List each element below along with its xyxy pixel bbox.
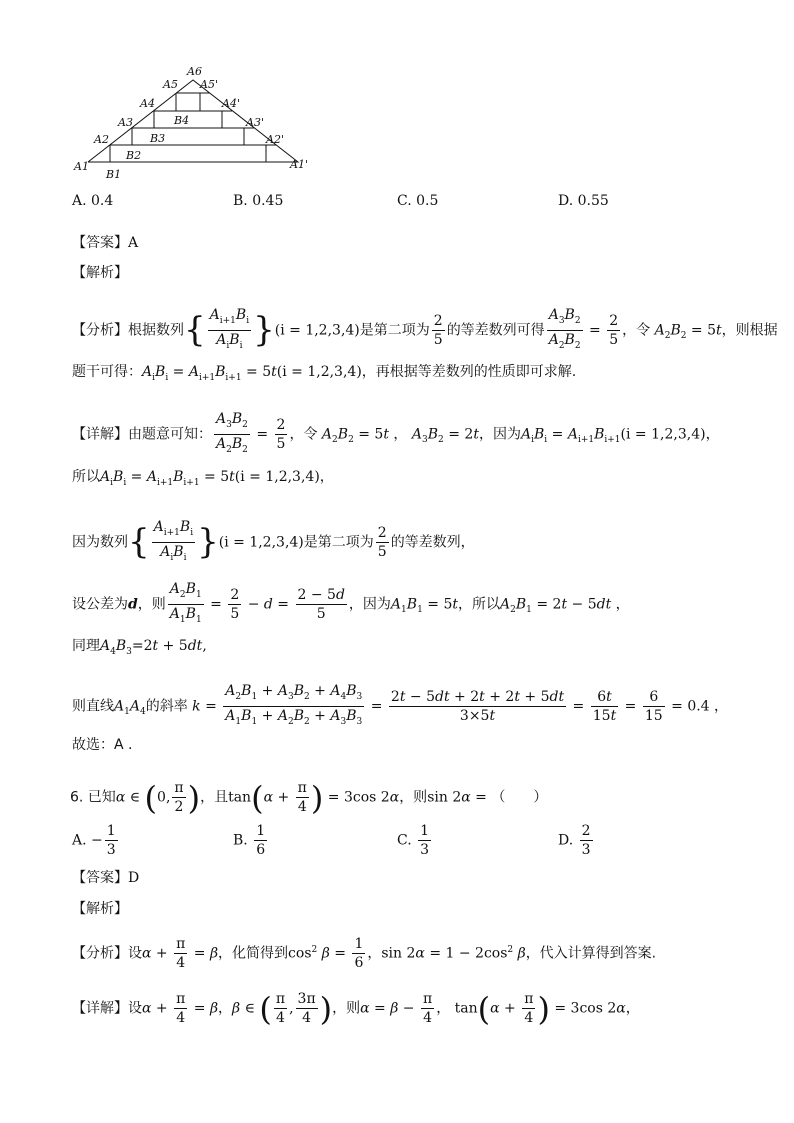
answer-tag: 【答案】 bbox=[72, 235, 128, 251]
q6-fenxi-2: ，化简得到 bbox=[218, 945, 289, 962]
q6-stem-2: ，且 bbox=[200, 789, 229, 806]
label-a1: A1 bbox=[74, 160, 89, 173]
detail-text-2: ，令 bbox=[289, 426, 318, 443]
label-a1p: A1' bbox=[290, 158, 308, 171]
q6-stem-4: （ ） bbox=[491, 789, 548, 806]
q5-gongcha-line: 设公差为d，则 $\frac{A_2B_1}{A_1B_1}$ = $\frac{2}{5}$ − d = $\frac{2 - 5d}{5}$ ，因为$A_1B_1 = 5t$，所以$A_2B_1 = 2t - 5dt$ ， bbox=[72, 581, 630, 625]
q6-fenxi-4: ，代入计算得到答案. bbox=[525, 945, 657, 962]
label-a5p: A5' bbox=[200, 78, 218, 91]
q6-answer-tag: 【答案】 bbox=[72, 870, 128, 886]
q6-detail-2: ， bbox=[218, 1000, 233, 1017]
ze-text: ，则 bbox=[137, 596, 166, 613]
tongli-text: 同理 bbox=[72, 638, 100, 654]
yinwei-a1b1: ，因为 bbox=[348, 596, 391, 613]
suoyi-a2b1: ，所以 bbox=[458, 596, 500, 613]
index-set: (i = 1,2,3,4) bbox=[274, 322, 360, 339]
yinwei-text: 因为数列 bbox=[72, 534, 128, 551]
label-b3: B3 bbox=[150, 132, 166, 145]
q5-suoyi-line: 所以$A_iB_i = A_{i+1}B_{i+1} = 5t(i = 1,2,3,4)$， bbox=[72, 469, 334, 488]
yinwei-text-3: 的等差数列， bbox=[390, 534, 475, 551]
q6-fenxi-1: 设 bbox=[128, 945, 142, 962]
label-b4: B4 bbox=[174, 114, 190, 127]
fenxi-text-3: 的等差数列可得 bbox=[446, 322, 545, 339]
detail-text-1: 由题意可知： bbox=[128, 426, 212, 443]
q6-stem-3: ，则 bbox=[399, 789, 428, 806]
q6-analysis-tag: 【解析】 bbox=[72, 901, 128, 917]
q6-stem: 6. 已知α ∈ (0, $\frac{\pi}{2}$ )，且tan(α + $\frac{\pi}{4}$ ) = 3cos 2α，则sin 2α = （ ） bbox=[70, 778, 548, 817]
q5-option-d: D. 0.55 bbox=[558, 193, 609, 209]
label-a3p: A3' bbox=[246, 116, 264, 129]
detail-tag: 【详解】 bbox=[72, 426, 128, 443]
index-set-2: (i = 1,2,3,4) bbox=[276, 364, 362, 380]
q6-option-d: D. $\frac{2}{3}$ bbox=[558, 823, 591, 858]
yinwei-text-2: 是第二项为 bbox=[303, 534, 374, 551]
label-a6: A6 bbox=[187, 65, 202, 78]
index-set-3: (i = 1,2,3,4) bbox=[620, 426, 706, 443]
slope-pre: 则直线 bbox=[72, 698, 114, 715]
analysis-tag: 【解析】 bbox=[72, 265, 128, 281]
gongcha-text: 设公差为 bbox=[72, 596, 128, 613]
q6-detail-4: ， bbox=[625, 1000, 640, 1017]
q6-detail-3: ，则 bbox=[332, 1000, 361, 1017]
slope-mid: 的斜率 bbox=[145, 698, 188, 715]
label-a4: A4 bbox=[140, 97, 155, 110]
q5-fenxi-line1: 【分析】根据数列{ $\frac{A_{i+1}B_i}{A_iB_i}$ }(i = 1,2,3,4)是第二项为 $\frac{2}{5}$ 的等差数列可得 $\frac{A_3B_2}{A_2B_2}$ = $\frac{2}{5}$ ，令 $A_2B_2 = 5t$，则根据 bbox=[72, 307, 778, 351]
q5-answer bbox=[72, 233, 138, 253]
q6-answer-value: D bbox=[128, 870, 140, 886]
d-var: d bbox=[128, 596, 138, 613]
label-a2p: A2' bbox=[266, 133, 284, 146]
q6-option-b: B. $\frac{1}{6}$ bbox=[233, 823, 266, 858]
q6-option-a: A. − $\frac{1}{3}$ bbox=[72, 823, 116, 858]
detail-text-3: ，因为 bbox=[478, 426, 521, 443]
fenxi-line2-b: ，再根据等差数列的性质即可求解. bbox=[361, 364, 577, 380]
label-b1: B1 bbox=[106, 168, 122, 181]
fenxi-text-5: ，则根据 bbox=[721, 322, 778, 339]
fenxi-tag: 【分析】 bbox=[72, 322, 128, 339]
q6-option-c: C. $\frac{1}{3}$ bbox=[397, 823, 430, 858]
q6-fenxi-tag: 【分析】 bbox=[72, 945, 128, 962]
q5-tongli-line: 同理$A_4B_3=2t + 5dt$, bbox=[72, 638, 207, 657]
label-a5: A5 bbox=[163, 78, 178, 91]
label-b2: B2 bbox=[126, 149, 142, 162]
q6-detail-1: 设 bbox=[128, 1000, 142, 1017]
trapezoid-figure bbox=[70, 60, 330, 185]
q6-answer bbox=[72, 868, 139, 888]
q5-slope-line: 则直线$A_1A_4$的斜率 k = $\frac{A_2B_1 + A_3B_2 + A_4B_3}{A_1B_1 + A_2B_2 + A_3B_3}$ = $\frac{2t - 5dt + 2t + 2t + 5dt}{3\times 5t}$ = $\frac{6t}{15t}$ = $\frac{6}{15}$ = 0.4 ， bbox=[72, 683, 729, 727]
q6-fenxi: 【分析】设α + $\frac{\pi}{4}$ = β，化简得到$\cos^2 \beta$ = $\frac{1}{6}$ ，$\sin 2\alpha = 1 - 2\cos^2$ β，代入计算得到答案. bbox=[72, 936, 657, 971]
q5-analysis-tag bbox=[72, 263, 128, 283]
fenxi-text-2: 是第二项为 bbox=[359, 322, 430, 339]
index-set-4: (i = 1,2,3,4) bbox=[234, 469, 320, 485]
q6-analysis bbox=[72, 899, 128, 919]
q5-fenxi-line2: 题干可得：$A_iB_i = A_{i+1}B_{i+1} = 5t(i = 1,2,3,4)$，再根据等差数列的性质即可求解. bbox=[72, 364, 577, 383]
fenxi-text-1: 根据数列 bbox=[128, 322, 184, 339]
index-set-5: (i = 1,2,3,4) bbox=[218, 534, 304, 551]
q6-fenxi-3: ， bbox=[367, 945, 382, 962]
q5-option-b: B. 0.45 bbox=[233, 193, 284, 209]
q6-detail: 【详解】设α + $\frac{\pi}{4}$ = β，β ∈ ( $\frac{\pi}{4}$ , $\frac{3\pi}{4}$ )，则α = β − $\frac{\pi}{4}$ ， tan(α + $\frac{\pi}{4}$ ) = 3cos 2α， bbox=[72, 989, 640, 1028]
q6-detail-tag: 【详解】 bbox=[72, 1000, 128, 1017]
q6-stem-1: 6. 已知 bbox=[70, 789, 116, 806]
suoyi-text: 所以 bbox=[72, 469, 100, 485]
q5-detail-line1: 【详解】由题意可知： $\frac{A_3B_2}{A_2B_2}$ = $\frac{2}{5}$ ，令 $A_2B_2 = 5t$ ， $A_3B_2 = 2t$，因为$A_iB_i = A_{i+1}B_{i+1}(i = 1,2,3,4)$， bbox=[72, 411, 720, 455]
answer-value: A bbox=[128, 235, 139, 251]
q5-guxuan bbox=[72, 735, 132, 755]
label-a3: A3 bbox=[118, 116, 133, 129]
q5-yinwei-line: 因为数列{ $\frac{A_{i+1}B_i}{A_iB_i}$ }(i = 1,2,3,4)是第二项为 $\frac{2}{5}$ 的等差数列， bbox=[72, 519, 475, 563]
guxuan-text: 故选：A . bbox=[72, 737, 133, 753]
q5-option-a: A. 0.4 bbox=[72, 193, 114, 209]
label-a2: A2 bbox=[94, 133, 109, 146]
label-a4p: A4' bbox=[222, 97, 240, 110]
fenxi-text-4: ，令 bbox=[622, 322, 651, 339]
fenxi-line2-a: 题干可得： bbox=[72, 364, 142, 380]
q5-option-c: C. 0.5 bbox=[397, 193, 439, 209]
